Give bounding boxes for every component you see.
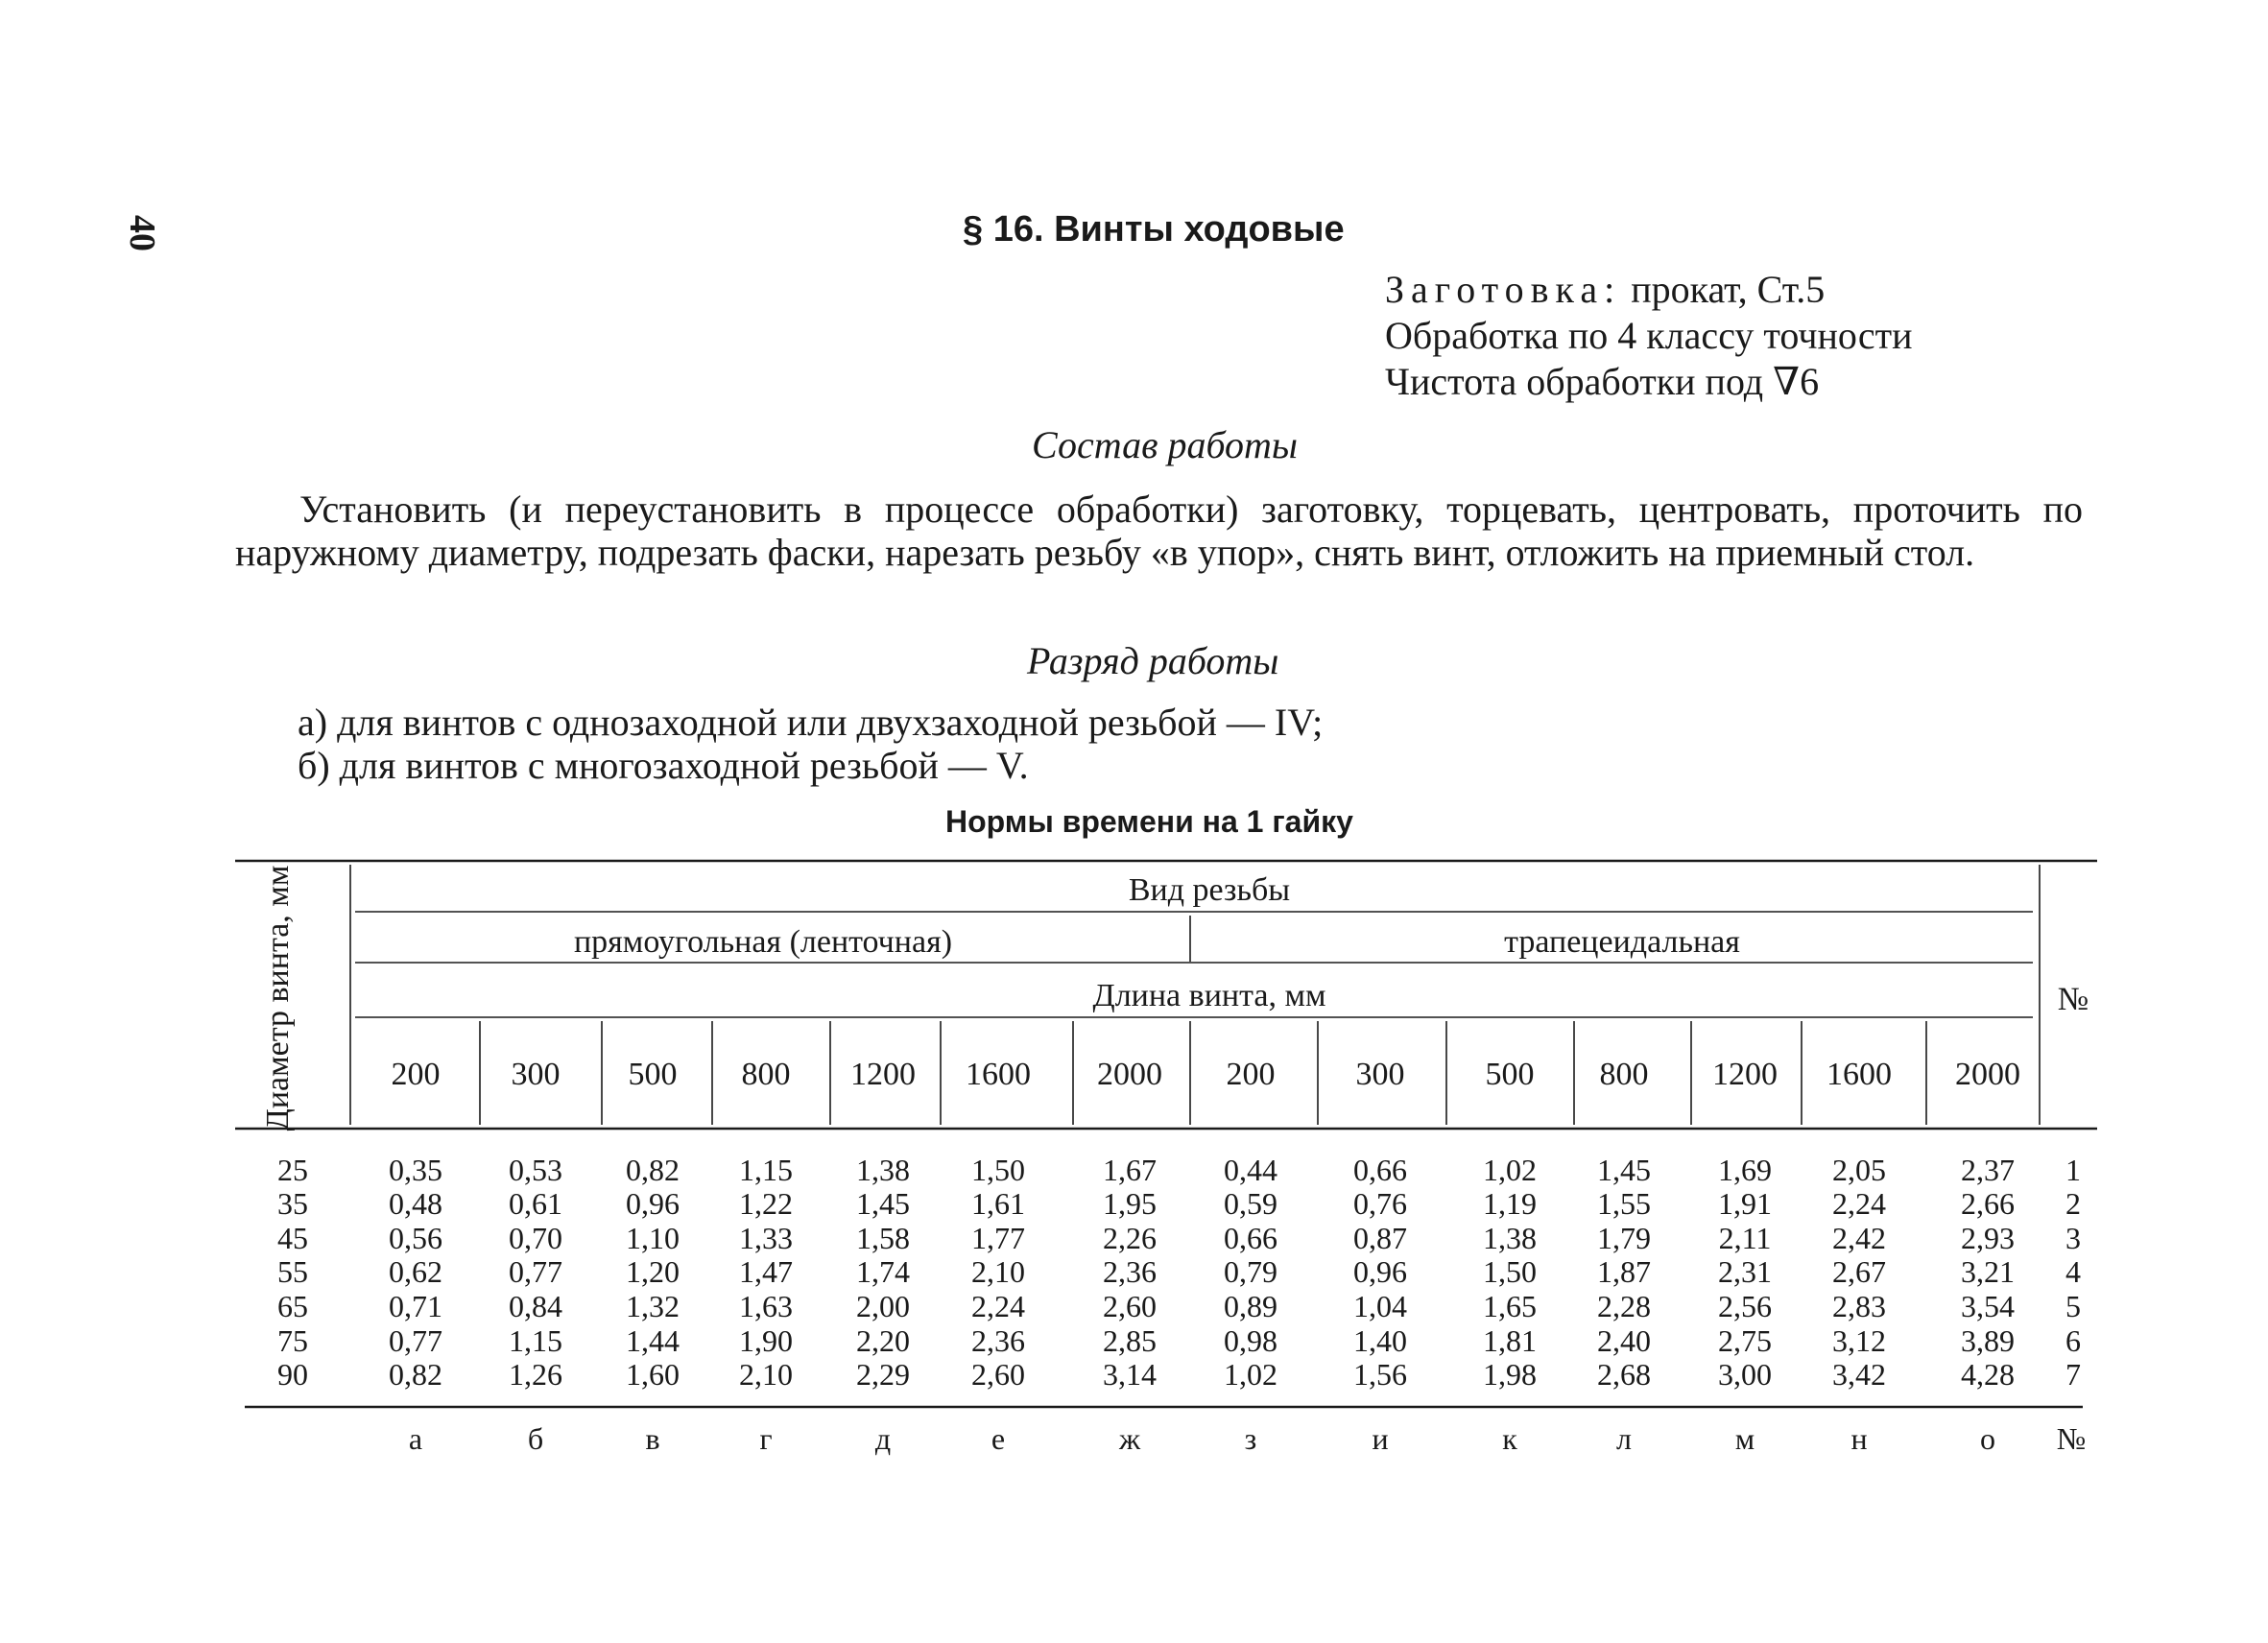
time-value-cell: 3,00 — [1718, 1357, 1772, 1392]
time-value-cell: 0,44 — [1224, 1153, 1277, 1187]
column-letter-cell: ж — [1118, 1421, 1141, 1456]
time-value-cell: 2,10 — [739, 1357, 793, 1392]
time-value-cell: 1,38 — [856, 1153, 910, 1187]
time-value-cell: 1,67 — [1103, 1153, 1157, 1187]
time-value-cell: 2,85 — [1103, 1323, 1157, 1358]
time-value-cell: 0,96 — [626, 1186, 680, 1221]
time-value-cell: 1,40 — [1353, 1323, 1407, 1358]
time-value-cell: 1,45 — [856, 1186, 910, 1221]
diameter-cell: 90 — [277, 1357, 308, 1392]
time-value-cell: 0,62 — [389, 1254, 442, 1289]
column-letter-cell: к — [1502, 1421, 1517, 1456]
grade-item: б) для винтов с многозаходной резьбой — V. — [298, 744, 1029, 787]
time-value-cell: 0,98 — [1224, 1323, 1277, 1358]
column-letter-cell: з — [1244, 1421, 1257, 1456]
time-value-cell: 1,04 — [1353, 1289, 1407, 1323]
row-number-cell: 3 — [2065, 1221, 2081, 1255]
thread-group-trapezoidal: трапецеидальная — [1504, 924, 1740, 960]
time-value-cell: 0,35 — [389, 1153, 442, 1187]
time-value-cell: 2,66 — [1961, 1186, 2015, 1221]
time-value-cell: 2,26 — [1103, 1221, 1157, 1255]
time-value-cell: 1,90 — [739, 1323, 793, 1358]
time-value-cell: 1,58 — [856, 1221, 910, 1255]
table-row — [277, 1289, 2081, 1323]
diameter-cell: 55 — [277, 1254, 308, 1289]
time-value-cell: 2,68 — [1597, 1357, 1651, 1392]
page-number: 40 — [122, 215, 162, 251]
time-value-cell: 1,81 — [1483, 1323, 1537, 1358]
grade-heading: Разряд работы — [1027, 639, 1279, 682]
time-value-cell: 0,48 — [389, 1186, 442, 1221]
row-number-cell: 7 — [2065, 1357, 2081, 1392]
length-header-cell: 2000 — [1097, 1057, 1162, 1092]
time-value-cell: 2,60 — [971, 1357, 1025, 1392]
time-value-cell: 2,75 — [1718, 1323, 1772, 1358]
length-header-cell: 1600 — [1826, 1057, 1892, 1092]
row-number-cell: 2 — [2065, 1186, 2081, 1221]
column-letter-cell: н — [1850, 1421, 1868, 1456]
thread-group-rectangular: прямоугольная (ленточная) — [573, 924, 953, 960]
spec-blank-value: прокат, Ст.5 — [1631, 268, 1826, 311]
time-value-cell: 1,02 — [1483, 1153, 1537, 1187]
time-value-cell: 1,15 — [739, 1153, 793, 1187]
time-value-cell: 2,24 — [1832, 1186, 1886, 1221]
time-value-cell: 3,42 — [1832, 1357, 1886, 1392]
time-value-cell: 1,26 — [509, 1357, 562, 1392]
time-value-cell: 1,63 — [739, 1289, 793, 1323]
thread-type-header: Вид резьбы — [1128, 872, 1291, 908]
time-value-cell: 1,50 — [971, 1153, 1025, 1187]
table-row — [277, 1254, 2081, 1289]
time-value-cell: 1,50 — [1483, 1254, 1537, 1289]
time-value-cell: 0,77 — [389, 1323, 442, 1358]
time-value-cell: 1,69 — [1718, 1153, 1772, 1187]
table-row — [277, 1153, 2081, 1187]
time-value-cell: 0,56 — [389, 1221, 442, 1255]
column-letter-cell: е — [991, 1421, 1006, 1456]
time-value-cell: 1,87 — [1597, 1254, 1651, 1289]
time-value-cell: 1,55 — [1597, 1186, 1651, 1221]
time-value-cell: 3,21 — [1961, 1254, 2015, 1289]
length-header-row — [392, 1057, 2021, 1092]
time-value-cell: 1,32 — [626, 1289, 680, 1323]
diameter-cell: 45 — [277, 1221, 308, 1255]
length-header-cell: 300 — [1355, 1057, 1405, 1092]
time-value-cell: 2,31 — [1718, 1254, 1772, 1289]
diameter-cell: 65 — [277, 1289, 308, 1323]
composition-heading: Состав работы — [1032, 423, 1299, 466]
grade-item: а) для винтов с однозаходной или двухзаходной резьбой — IV; — [298, 701, 1324, 744]
length-header-cell: 500 — [628, 1057, 678, 1092]
time-value-cell: 2,56 — [1718, 1289, 1772, 1323]
time-value-cell: 0,87 — [1353, 1221, 1407, 1255]
data-rows — [277, 1153, 2081, 1392]
length-header-cell: 800 — [741, 1057, 791, 1092]
time-value-cell: 1,79 — [1597, 1221, 1651, 1255]
number-header: № — [2057, 982, 2089, 1017]
length-header-cell: 2000 — [1955, 1057, 2020, 1092]
time-value-cell: 0,77 — [509, 1254, 562, 1289]
column-letter-cell: а — [408, 1421, 423, 1456]
time-value-cell: 2,29 — [856, 1357, 910, 1392]
time-value-cell: 4,28 — [1961, 1357, 2015, 1392]
time-value-cell: 1,38 — [1483, 1221, 1537, 1255]
diameter-cell: 25 — [277, 1153, 308, 1187]
time-value-cell: 2,67 — [1832, 1254, 1886, 1289]
diameter-cell: 75 — [277, 1323, 308, 1358]
letters-number-label: № — [2056, 1421, 2087, 1456]
table-row — [277, 1357, 2081, 1392]
time-value-cell: 1,33 — [739, 1221, 793, 1255]
time-value-cell: 3,14 — [1103, 1357, 1157, 1392]
time-value-cell: 1,47 — [739, 1254, 793, 1289]
column-letter-cell: и — [1372, 1421, 1389, 1456]
time-value-cell: 1,56 — [1353, 1357, 1407, 1392]
time-value-cell: 1,98 — [1483, 1357, 1537, 1392]
composition-text: Установить (и переустановить в процессе обработки) заготовку, торцевать, центровать, проточить по наружному диаметру, подрезать фаски, нарезать резьбу «в упор», снять винт, отложить на приемный стол. — [235, 488, 2083, 574]
spec-line-accuracy: Обработка по 4 классу точности — [1385, 314, 1913, 357]
time-value-cell: 2,93 — [1961, 1221, 2015, 1255]
time-value-cell: 1,10 — [626, 1221, 680, 1255]
time-value-cell: 0,61 — [509, 1186, 562, 1221]
time-value-cell: 2,05 — [1832, 1153, 1886, 1187]
row-number-cell: 5 — [2065, 1289, 2081, 1323]
time-value-cell: 1,74 — [856, 1254, 910, 1289]
spec-blank-label: Заготовка: — [1385, 268, 1622, 311]
time-value-cell: 3,12 — [1832, 1323, 1886, 1358]
time-value-cell: 1,45 — [1597, 1153, 1651, 1187]
section-title: § 16. Винты ходовые — [963, 209, 1345, 250]
length-header: Длина винта, мм — [1092, 978, 1326, 1013]
time-value-cell: 0,53 — [509, 1153, 562, 1187]
time-value-cell: 0,76 — [1353, 1186, 1407, 1221]
time-value-cell: 0,71 — [389, 1289, 442, 1323]
time-value-cell: 1,44 — [626, 1323, 680, 1358]
length-column-dividers — [480, 1021, 1926, 1125]
column-letter-row — [409, 1421, 2086, 1456]
time-value-cell: 0,66 — [1353, 1153, 1407, 1187]
length-header-cell: 200 — [1226, 1057, 1276, 1092]
time-value-cell: 0,82 — [626, 1153, 680, 1187]
column-letter-cell: м — [1734, 1421, 1755, 1456]
row-number-cell: 6 — [2065, 1323, 2081, 1358]
time-value-cell: 2,60 — [1103, 1289, 1157, 1323]
time-value-cell: 2,24 — [971, 1289, 1025, 1323]
row-number-cell: 4 — [2065, 1254, 2081, 1289]
time-value-cell: 1,02 — [1224, 1357, 1277, 1392]
time-value-cell: 2,40 — [1597, 1323, 1651, 1358]
time-value-cell: 0,79 — [1224, 1254, 1277, 1289]
time-value-cell: 0,70 — [509, 1221, 562, 1255]
time-value-cell: 0,96 — [1353, 1254, 1407, 1289]
time-value-cell: 2,28 — [1597, 1289, 1651, 1323]
length-header-cell: 1600 — [966, 1057, 1031, 1092]
time-value-cell: 0,84 — [509, 1289, 562, 1323]
column-letter-cell: о — [1980, 1421, 1995, 1456]
time-value-cell: 2,20 — [856, 1323, 910, 1358]
time-value-cell: 0,66 — [1224, 1221, 1277, 1255]
length-header-cell: 1200 — [850, 1057, 916, 1092]
time-value-cell: 2,37 — [1961, 1153, 2015, 1187]
table-row — [277, 1323, 2081, 1358]
time-value-cell: 1,22 — [739, 1186, 793, 1221]
time-value-cell: 2,83 — [1832, 1289, 1886, 1323]
column-letter-cell: л — [1616, 1421, 1632, 1456]
spec-line-finish: Чистота обработки под ∇6 — [1385, 360, 1820, 403]
column-letter-cell: г — [759, 1421, 773, 1456]
table-caption: Нормы времени на 1 гайку — [945, 804, 1353, 839]
time-value-cell: 1,91 — [1718, 1186, 1772, 1221]
time-value-cell: 2,10 — [971, 1254, 1025, 1289]
time-value-cell: 3,54 — [1961, 1289, 2015, 1323]
time-value-cell: 1,61 — [971, 1186, 1025, 1221]
length-header-cell: 1200 — [1712, 1057, 1778, 1092]
time-value-cell: 1,15 — [509, 1323, 562, 1358]
time-value-cell: 2,36 — [971, 1323, 1025, 1358]
time-value-cell: 1,60 — [626, 1357, 680, 1392]
time-value-cell: 3,89 — [1961, 1323, 2015, 1358]
time-value-cell: 0,59 — [1224, 1186, 1277, 1221]
time-value-cell: 0,82 — [389, 1357, 442, 1392]
time-value-cell: 1,20 — [626, 1254, 680, 1289]
time-value-cell: 1,19 — [1483, 1186, 1537, 1221]
time-value-cell: 2,42 — [1832, 1221, 1886, 1255]
table-row — [277, 1221, 2081, 1255]
length-header-cell: 200 — [391, 1057, 441, 1092]
length-header-cell: 300 — [511, 1057, 561, 1092]
length-header-cell: 800 — [1599, 1057, 1649, 1092]
diameter-header: Диаметр винта, мм — [260, 865, 296, 1131]
column-letter-cell: б — [527, 1421, 544, 1456]
time-value-cell: 2,00 — [856, 1289, 910, 1323]
time-value-cell: 2,36 — [1103, 1254, 1157, 1289]
time-value-cell: 1,95 — [1103, 1186, 1157, 1221]
diameter-cell: 35 — [277, 1186, 308, 1221]
table-row — [277, 1186, 2081, 1221]
length-header-cell: 500 — [1485, 1057, 1535, 1092]
time-value-cell: 0,89 — [1224, 1289, 1277, 1323]
time-value-cell: 2,11 — [1718, 1221, 1772, 1255]
time-value-cell: 1,65 — [1483, 1289, 1537, 1323]
row-number-cell: 1 — [2065, 1153, 2081, 1187]
column-letter-cell: д — [874, 1421, 892, 1456]
time-value-cell: 1,77 — [971, 1221, 1025, 1255]
column-letter-cell: в — [645, 1421, 660, 1456]
